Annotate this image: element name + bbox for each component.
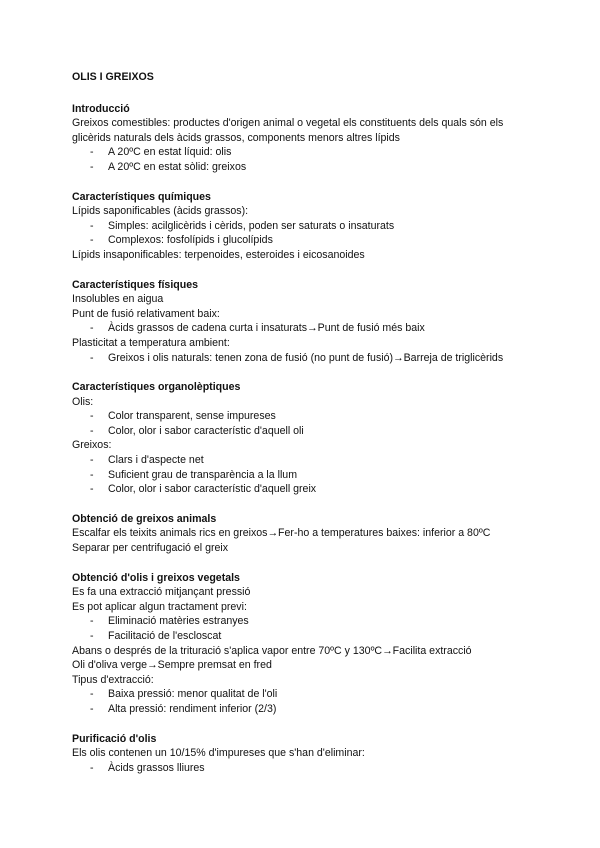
- bullet-item: - Àcids grassos lliures: [90, 761, 205, 774]
- text-line: Escalfar els teixits animals rics en greixos→Fer-ho a temperatures baixes: inferior a 80ºC: [72, 527, 491, 540]
- text-line: Els olis contenen un 10/15% d'impureses que s'han d'eliminar:: [72, 747, 365, 760]
- dash-icon: -: [90, 322, 94, 335]
- bullet-item: - Eliminació matèries estranyes: [90, 615, 249, 628]
- text-line: Greixos comestibles: productes d'origen animal o vegetal els constituents dels quals són els glicèrids naturals dels àcids grassos, components menors altres lípids: [72, 117, 504, 144]
- section-heading: Característiques físiques: [72, 278, 198, 291]
- dash-icon: -: [90, 688, 94, 701]
- section-heading: Obtenció de greixos animals: [72, 512, 217, 525]
- text-line: Insolubles en aigua: [72, 293, 164, 306]
- dash-icon: -: [90, 410, 94, 423]
- bullet-item: - Color, olor i sabor característic d'aquell greix: [90, 483, 317, 496]
- text-line: Oli d'oliva verge→Sempre premsat en fred: [72, 659, 272, 672]
- text-line: Lípids saponificables (àcids grassos):: [72, 205, 249, 218]
- dash-icon: -: [90, 351, 94, 364]
- bullet-item: - Simples: acilglicèrids i cèrids, poden ser saturats o insaturats: [90, 219, 395, 232]
- text-line: Olis:: [72, 395, 94, 408]
- dash-icon: -: [90, 219, 94, 232]
- bullet-item: - Baixa pressió: menor qualitat de l'oli: [90, 688, 278, 701]
- section-caracteristiques-quimiques: [72, 190, 540, 263]
- text-line: Lípids insaponificables: terpenoides, esteroides i eicosanoides: [72, 248, 365, 261]
- section-heading: Característiques químiques: [72, 190, 211, 203]
- bullet-item: - A 20ºC en estat sòlid: greixos: [90, 160, 247, 173]
- text-line: Punt de fusió relativament baix:: [72, 307, 220, 320]
- dash-icon: -: [90, 483, 94, 496]
- dash-icon: -: [90, 454, 94, 467]
- bullet-item: - Greixos i olis naturals: tenen zona de fusió (no punt de fusió)→Barreja de triglicèrids: [90, 351, 504, 364]
- bullet-item: - Complexos: fosfolípids i glucolípids: [90, 234, 273, 247]
- section-heading: Obtenció d'olis i greixos vegetals: [72, 571, 240, 584]
- dash-icon: -: [90, 234, 94, 247]
- text-line: Tipus d'extracció:: [72, 673, 154, 686]
- bullet-item: - Suficient grau de transparència a la llum: [90, 468, 298, 481]
- section-purificacio-olis: [72, 732, 540, 776]
- bullet-item: - Facilitació de l'escloscat: [90, 630, 222, 642]
- bullet-item: - Color, olor i sabor característic d'aquell oli: [90, 424, 304, 437]
- dash-icon: -: [90, 630, 94, 642]
- text-line: Separar per centrifugació el greix: [72, 542, 229, 555]
- dash-icon: -: [90, 702, 94, 715]
- bullet-item: - Color transparent, sense impureses: [90, 410, 276, 423]
- dash-icon: -: [90, 160, 94, 173]
- bullet-item: - Clars i d'aspecte net: [90, 454, 204, 467]
- section-heading: Introducció: [72, 102, 130, 115]
- section-caracteristiques-organoleptiques: [72, 380, 540, 497]
- text-line: Abans o després de la trituració s'aplica vapor entre 70ºC y 130ºC→Facilita extracció: [72, 644, 472, 657]
- section-obtencio-olis-vegetals: [72, 571, 540, 717]
- bullet-item: - Àcids grassos de cadena curta i insaturats→Punt de fusió més baix: [90, 322, 425, 335]
- dash-icon: -: [90, 146, 94, 159]
- bullet-item: - A 20ºC en estat líquid: olis: [90, 146, 232, 159]
- section-obtencio-greixos-animals: [72, 512, 540, 556]
- text-line: Greixos:: [72, 439, 112, 452]
- text-line: Es fa una extracció mitjançant pressió: [72, 586, 251, 599]
- section-heading: Característiques organolèptiques: [72, 381, 241, 394]
- text-line: Es pot aplicar algun tractament previ:: [72, 600, 247, 613]
- section-introduccio: [72, 102, 540, 175]
- dash-icon: -: [90, 468, 94, 481]
- document-title: OLIS I GREIXOS: [72, 71, 154, 83]
- section-heading: Purificació d'olis: [72, 732, 157, 745]
- dash-icon: -: [90, 424, 94, 437]
- dash-icon: -: [90, 761, 94, 774]
- dash-icon: -: [90, 615, 94, 628]
- bullet-item: - Alta pressió: rendiment inferior (2/3): [90, 702, 277, 715]
- section-caracteristiques-fisiques: [72, 278, 540, 366]
- text-line: Plasticitat a temperatura ambient:: [72, 336, 230, 349]
